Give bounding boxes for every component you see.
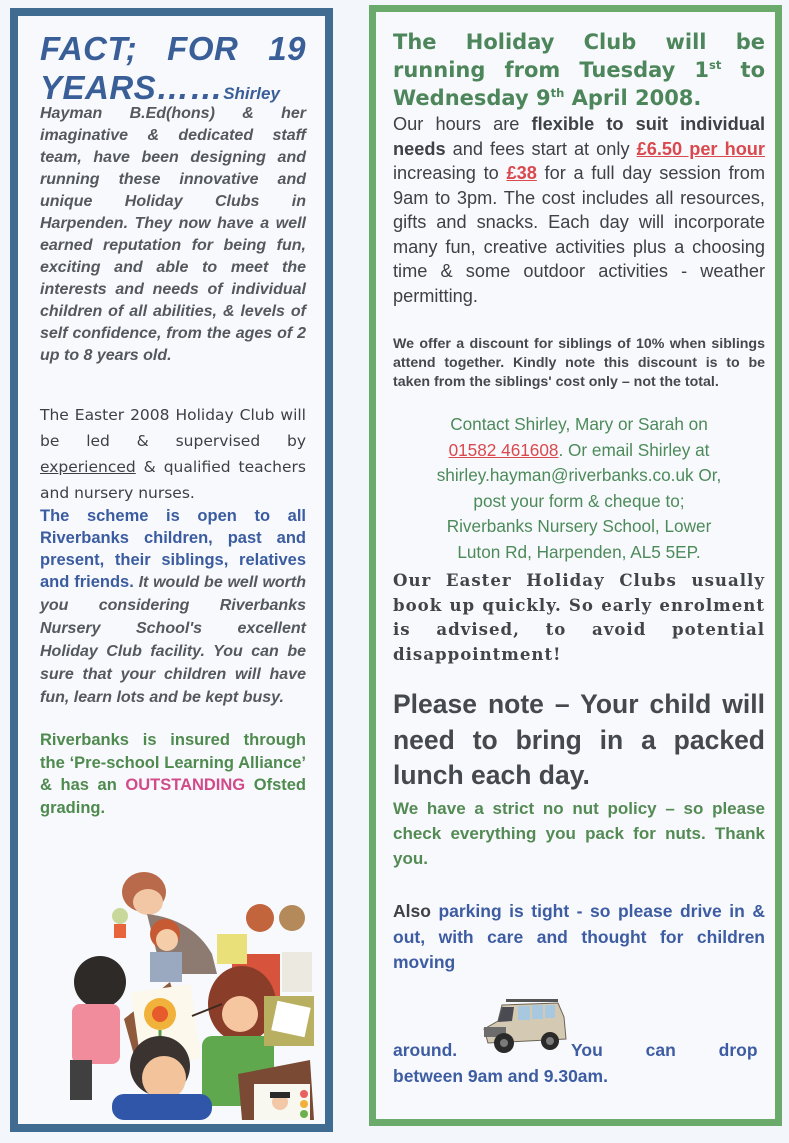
left-panel: [10, 8, 333, 1132]
heading-part-c: April 2008.: [564, 86, 702, 110]
holiday-dates-heading: [393, 28, 765, 112]
sibling-discount: We offer a discount for siblings of 10% when siblings attend together. Kindly note this discount is to be taken from the siblings' cost only – not the total.: [393, 336, 765, 390]
contact-names: Contact Shirley, Mary or Sarah on: [450, 414, 708, 434]
parking-also: Also: [393, 901, 431, 921]
packed-lunch-note: Please note – Your child will need to bring in a packed lunch each day.: [393, 689, 765, 790]
fees-text: and fees start at only: [445, 138, 637, 159]
easter-text-before: The Easter 2008 Holiday Club will be led & supervised by: [40, 406, 306, 450]
drop-you-can: [571, 1038, 765, 1064]
post-instructions: post your form & cheque to;: [473, 490, 685, 511]
insurance-paragraph: [40, 729, 306, 819]
drop-time-window: between 9am and 9.30am.: [393, 1065, 608, 1086]
intro-paragraph: Hayman B.Ed(hons) & her imaginative & dedicated staff team, have been designing and running these innovative and unique Holiday Clubs in Harpenden. They now have a well earned reputation for being fun, exciting and able to meet the interests and needs of individual children of all abilities, & levels of self confidence, from the ages of 2 up to 8 years old.: [40, 105, 306, 364]
drop-around: around.: [393, 1040, 458, 1060]
parking-text: parking is tight - so please drive in & out, with care and thought for children moving: [393, 901, 765, 972]
scheme-paragraph: [40, 505, 306, 709]
contact-block: [393, 412, 765, 565]
outstanding-highlight: OUTSTANDING: [125, 776, 246, 794]
insured-text-after: Ofsted grading.: [40, 776, 306, 817]
hourly-price: £6.50 per hour: [636, 138, 765, 159]
right-panel: [369, 5, 782, 1126]
contact-phone-line: [393, 438, 765, 464]
email-address[interactable]: shirley.hayman@riverbanks.co.uk Or,: [436, 465, 722, 485]
drop-text: You can drop: [571, 1040, 758, 1060]
heading-part-b: to Wednesday 9: [393, 58, 765, 110]
title-line-1: FACT; FOR 19: [40, 30, 306, 67]
easter-text-after: & qualified teachers and nursery nurses.: [40, 458, 306, 502]
title-trail-name: Shirley: [223, 84, 280, 103]
increasing-text: increasing to: [393, 163, 507, 183]
drop-line-1: [393, 1038, 765, 1064]
phone-number[interactable]: 01582 461608: [448, 439, 559, 460]
heading-sup-th: th: [550, 86, 565, 100]
scheme-italic: It would be well worth you considering Riverbanks Nursery School's excellent Holiday Club facility. You can be sure that your children will have fun, learn lots and be kept busy.: [40, 574, 307, 706]
parking-notice: [393, 899, 765, 976]
session-details: for a full day session from 9am to 3pm. The cost includes all resources, gifts and snacks. Each day will incorporate many fun, creative activities plus a choosing time & some outdoor activities - weather permitting.: [393, 163, 765, 306]
heading-part-a: The Holiday Club will be running from Tuesday 1: [393, 30, 765, 82]
daily-price: £38: [506, 163, 537, 183]
email-intro: . Or email Shirley at: [558, 439, 710, 460]
nut-policy: We have a strict no nut policy – so please check everything you pack for nuts. Thank you.: [393, 799, 765, 868]
address-line-1: Riverbanks Nursery School, Lower: [446, 516, 712, 536]
hours-text: Our hours are: [393, 114, 532, 134]
easter-paragraph: [40, 402, 306, 506]
title-years: YEARS……: [40, 69, 224, 106]
hours-fees-paragraph: [393, 112, 765, 308]
booking-notice: Our Easter Holiday Clubs usually book up quickly. So early enrolment is advised, to avoid potential disappointment!: [393, 570, 765, 664]
drop-off-times: [393, 1038, 765, 1089]
heading-sup-st: st: [709, 58, 722, 72]
children-painting-illustration: [42, 864, 314, 1120]
insured-text: Riverbanks is insured through the ‘Pre-school Learning Alliance’ & has an: [40, 731, 306, 794]
hours-flexible: flexible to suit individual needs: [393, 114, 766, 159]
fact-title: [40, 29, 306, 113]
experienced-underlined: experienced: [40, 458, 136, 476]
scheme-bold: The scheme is open to all Riverbanks children, past and present, their siblings, relatives and friends.: [40, 507, 306, 591]
address-line-2: Luton Rd, Harpenden, AL5 5EP.: [457, 541, 701, 562]
